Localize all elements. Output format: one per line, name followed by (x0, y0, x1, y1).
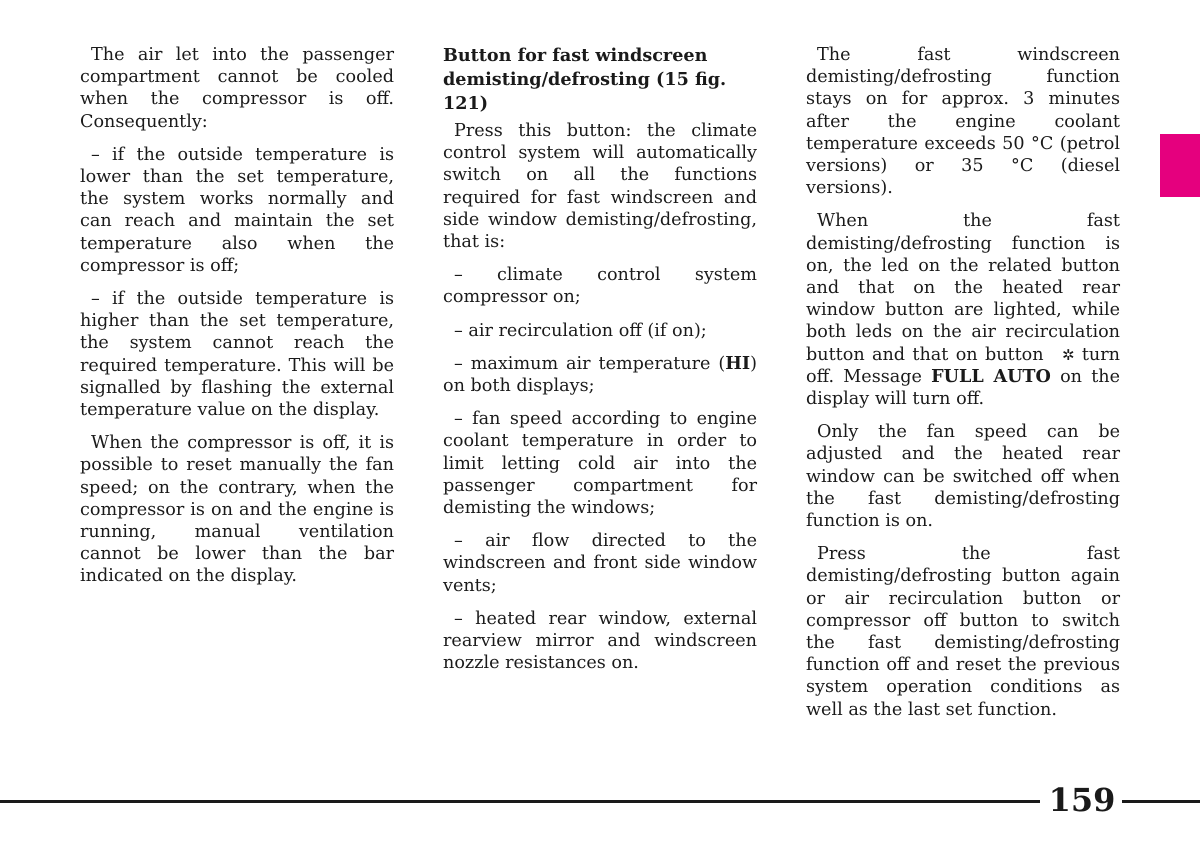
full-auto-label: FULL AUTO (931, 365, 1051, 387)
section-heading: Button for fast windscreen demisting/defrosting (15 fig. 121) (443, 45, 727, 114)
footer-rule-right (1122, 800, 1200, 803)
footer-rule-left (0, 800, 1040, 803)
list-item-recirculation-off: – air recirculation off (if on); (454, 320, 707, 341)
paragraph-function-duration: The fast windscreen demisting/defrosting function stays on for approx. 3 minutes after the engine coolant temperature exceeds 50 °C (petrol versions) or 35 °C (diesel versions). (806, 45, 1120, 199)
list-item-max-temperature: – maximum air temperature (HI) on both displays; (443, 352, 757, 397)
section-tab-marker (1160, 134, 1200, 197)
paragraph-outside-lower: – if the outside temperature is lower than the set temperature, the system works normally and can reach and maintain the set temperature also when the compressor is off; (80, 144, 394, 276)
paragraph-outside-higher: – if the outside temperature is higher than the set temperature, the system cannot reach the required temperature. This will be signalled by flashing the external temperature value on the display. (80, 289, 394, 421)
paragraph-switch-off: Press the fast demisting/defrosting button again or air recirculation button or compressor off button to switch the fast demisting/defrosting function off and reset the previous system operation conditions as well as the last set function. (806, 544, 1120, 720)
hi-label: HI (725, 352, 751, 374)
paragraph-compressor-off: The air let into the passenger compartment cannot be cooled when the compressor is off. Consequently: (80, 45, 394, 132)
column-right (806, 44, 1120, 732)
list-item-air-flow: – air flow directed to the windscreen and front side window vents; (443, 531, 757, 596)
column-middle (443, 44, 757, 685)
list-item-compressor-on: – climate control system compressor on; (443, 265, 757, 308)
paragraph-press-button: Press this button: the climate control system will automatically switch on all the functions required for fast windscreen and side window demisting/defrosting, that is: (443, 121, 757, 253)
paragraph-adjustments: Only the fan speed can be adjusted and the heated rear window can be switched off when the fast demisting/defrosting function is on. (806, 422, 1120, 532)
column-left (80, 44, 394, 599)
page-number: 159 (1048, 781, 1116, 819)
paragraph-manual-fan: When the compressor is off, it is possible to reset manually the fan speed; on the contrary, when the compressor is on and the engine is running, manual ventilation cannot be lower than the bar indicated on the display. (80, 433, 394, 587)
paragraph-leds-status: When the fast demisting/defrosting function is on, the led on the related button and that on the heated rear window button are lighted, while both leds on the air recirculation button and that on button ✲ turn off. Message FULL AUTO on the display will turn off. (806, 211, 1121, 410)
fan-icon: ✲ (1061, 345, 1075, 364)
list-item-fan-speed: – fan speed according to engine coolant temperature in order to limit letting cold air into the passenger compartment for demisting the windows; (443, 409, 757, 519)
list-item-heated-rear-window: – heated rear window, external rearview mirror and windscreen nozzle resistances on. (443, 608, 757, 674)
